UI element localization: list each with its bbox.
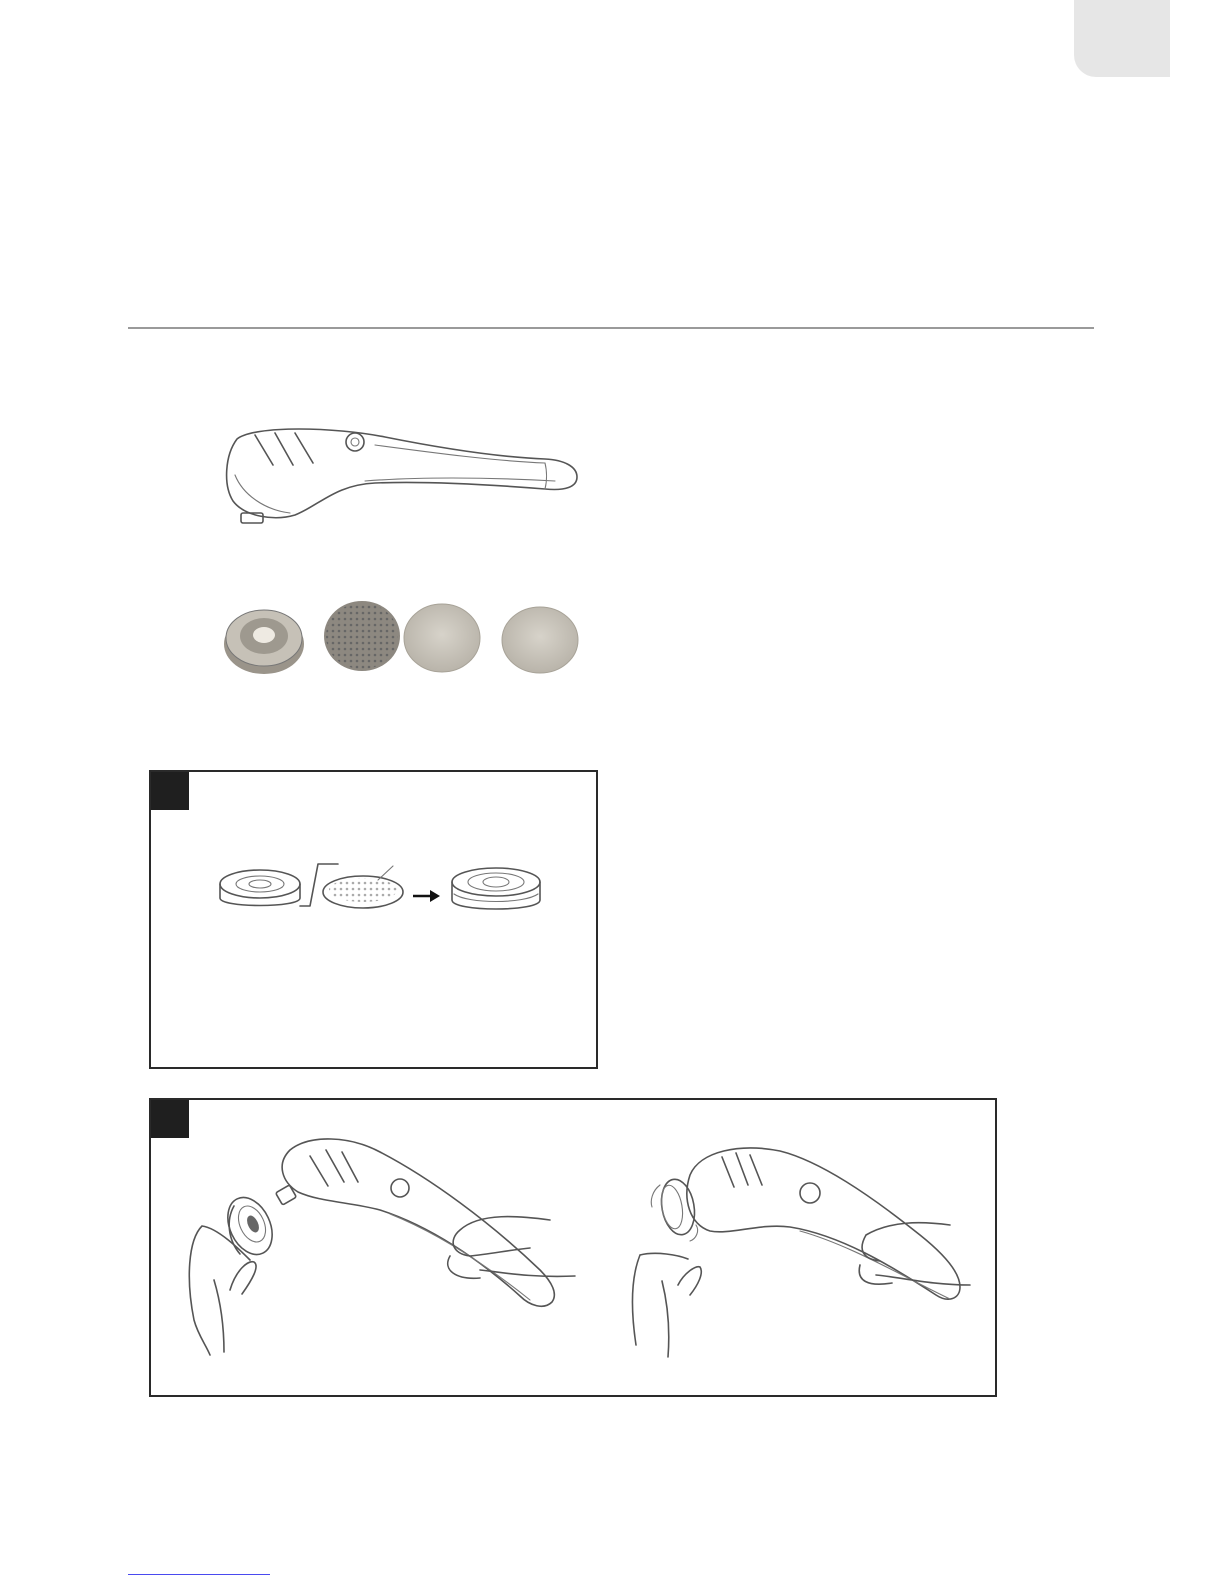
abrasive-disc-insert: [323, 866, 403, 908]
medium-abrasive-disc: [404, 604, 480, 672]
attach-holder-illustration: [180, 1130, 580, 1355]
right-hand: [448, 1217, 575, 1279]
twist-lock-illustration: [630, 1135, 970, 1360]
right-hand-2: [859, 1223, 970, 1285]
massager-device: [276, 1139, 555, 1306]
holder-assembled: [452, 868, 540, 909]
coarse-rasp-disc: [324, 601, 400, 671]
disc-attach-diagram: [218, 862, 558, 922]
holder-before: [220, 870, 300, 906]
mounted-holder: [657, 1177, 698, 1238]
footer-link-underline: [128, 1574, 270, 1575]
attachment-holder-part: [219, 1190, 281, 1261]
left-hand-2: [633, 1253, 702, 1357]
accessory-attachments-row: [222, 598, 582, 678]
section-divider: [128, 327, 1094, 329]
fine-abrasive-disc: [502, 607, 578, 673]
attachment-holder: [224, 610, 304, 674]
page-corner-tab: [1074, 0, 1170, 77]
left-hand: [189, 1226, 256, 1355]
massager-device-illustration: [215, 415, 595, 535]
step-1-badge: [151, 772, 189, 810]
arrow-icon: [413, 890, 440, 902]
